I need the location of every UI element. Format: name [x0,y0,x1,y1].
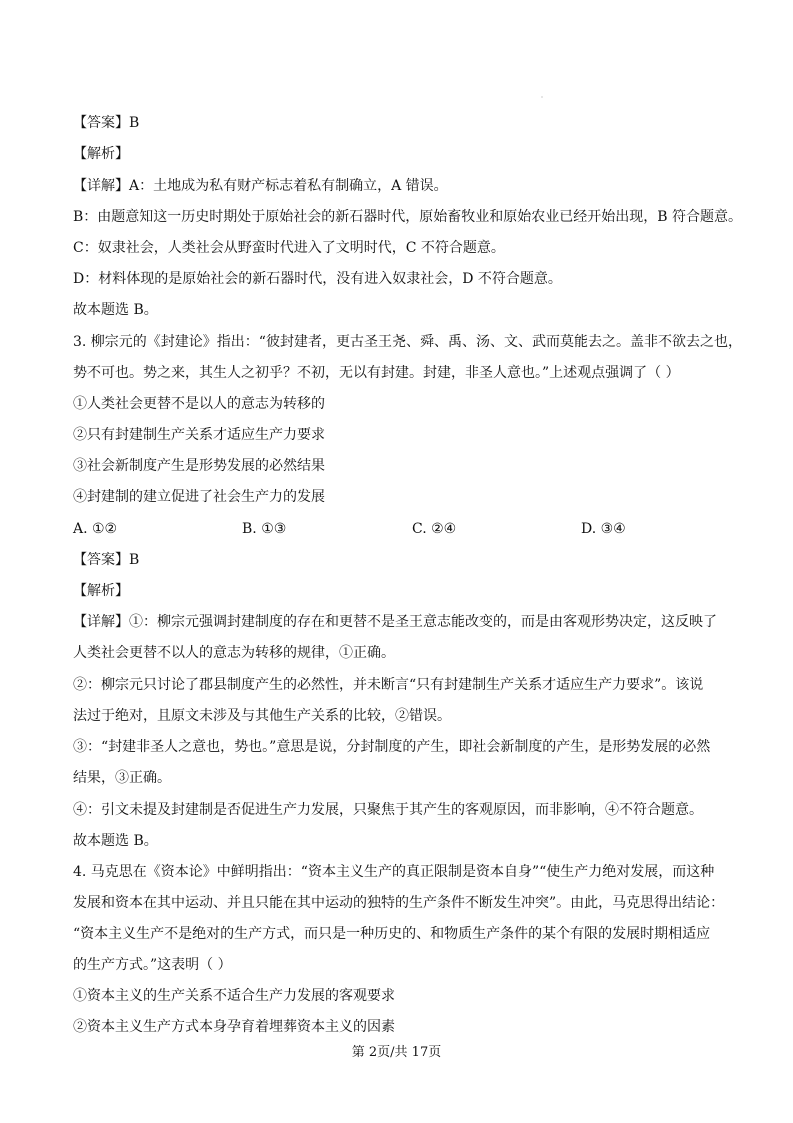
q2-conclusion: 故本题选 B。 [73,302,158,318]
q3-detail-1b: 人类社会更替不以人的意志为转移的规律，①正确。 [73,645,395,661]
q4-item-2: ②资本主义生产方式本身孕育着埋葬资本主义的因素 [73,1019,395,1035]
q4-stem-line-4: 的生产方式。”这表明（ ） [73,957,232,973]
q3-stem-line-2: 势不可也。势之来，其生人之初乎？不初，无以有封建。封建，非圣人意也。”上述观点强调了（ ） [73,365,680,381]
q3-detail-4: ④：引文未提及封建制是否促进生产力发展，只聚焦于其产生的客观原因，而非影响，④不符合题意。 [73,802,703,818]
q4-item-1: ①资本主义的生产关系不适合生产力发展的客观要求 [73,988,395,1004]
q2-detail-b: B：由题意知这一历史时期处于原始社会的新石器时代，原始畜牧业和原始农业已经开始出现，B 符合题意。 [73,209,743,225]
q3-detail-1a: 【详解】①：柳宗元强调封建制度的存在和更替不是圣王意志能改变的，而是由客观形势决定，这反映了 [73,614,717,630]
q3-analysis-label: 【解析】 [73,583,129,599]
q3-detail-2b: 法过于绝对，且原文未涉及与其他生产关系的比较，②错误。 [73,708,451,724]
q3-detail-3a: ③：“封建非圣人之意也，势也。”意思是说，分封制度的产生，即社会新制度的产生，是形势发展的必然 [73,739,711,755]
q4-stem-line-2: 发展和资本在其中运动、并且只能在其中运动的独特的生产条件不断发生冲突”。由此，马克思得出结论： [73,895,725,911]
q3-option-a: A. ①② [73,521,118,537]
page-footer: 第 2页/共 17页 [351,1045,442,1060]
q3-option-d: D. ③④ [581,521,626,537]
q3-detail-2a: ②：柳宗元只讨论了郡县制度产生的必然性，并未断言“只有封建制生产关系才适应生产力要求”。该说 [73,677,704,693]
q3-item-1: ①人类社会更替不是以人的意志为转移的 [73,396,325,412]
q3-option-c: C. ②④ [412,521,457,537]
q2-answer: 【答案】B [73,115,140,131]
q4-stem-line-3: “资本主义生产不是绝对的生产方式，而只是一种历史的、和物质生产条件的某个有限的发展时期相适应 [73,926,711,942]
q2-analysis-label: 【解析】 [73,146,129,162]
q3-item-3: ③社会新制度产生是形势发展的必然结果 [73,458,325,474]
q3-item-2: ②只有封建制生产关系才适应生产力要求 [73,427,325,443]
q2-detail-c: C：奴隶社会，人类社会从野蛮时代进入了文明时代，C 不符合题意。 [73,240,505,256]
scan-speck [541,96,543,98]
q2-detail-a: 【详解】A：土地成为私有财产标志着私有制确立，A 错误。 [73,178,448,194]
q3-answer: 【答案】B [73,552,140,568]
q3-option-b: B. ①③ [242,521,287,537]
q4-stem-line-1: 4. 马克思在《资本论》中鲜明指出：“资本主义生产的真正限制是资本自身”“使生产力绝对发展，而这种 [73,864,715,880]
q3-stem-line-1: 3. 柳宗元的《封建论》指出：“彼封建者，更古圣王尧、舜、禹、汤、文、武而莫能去之。盖非不欲去之也， [73,334,742,350]
q3-conclusion: 故本题选 B。 [73,833,158,849]
q2-detail-d: D：材料体现的是原始社会的新石器时代，没有进入奴隶社会，D 不符合题意。 [73,271,562,287]
q3-detail-3b: 结果，③正确。 [73,770,171,786]
q3-item-4: ④封建制的建立促进了社会生产力的发展 [73,489,325,505]
